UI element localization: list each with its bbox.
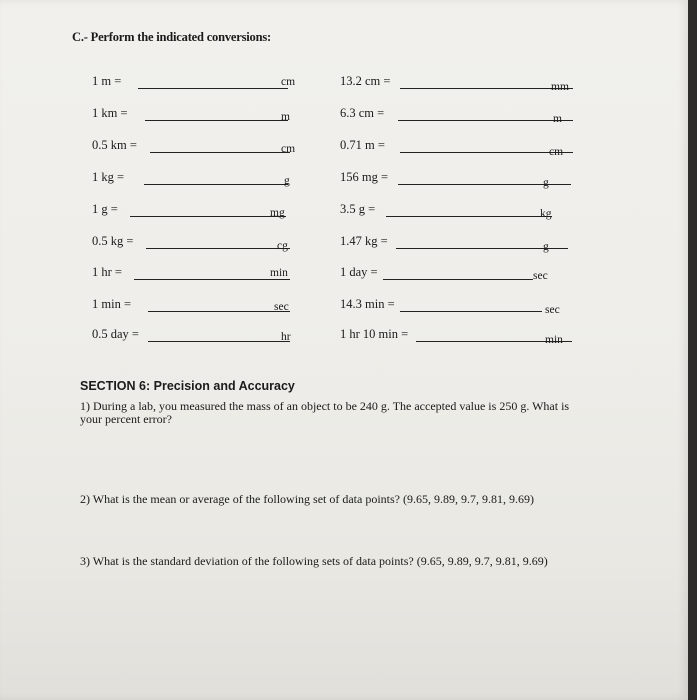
- question-1-line-1: 1) During a lab, you measured the mass of an object to be 240 g. The accepted value is 250 g. What is: [80, 399, 570, 413]
- conversion-prompt: 1 km =: [92, 106, 128, 120]
- conversion-unit: g: [543, 241, 549, 253]
- question-1-line-2: your percent error?: [80, 412, 172, 426]
- conversion-unit: cm: [281, 76, 296, 88]
- answer-blank[interactable]: [383, 279, 533, 280]
- answer-blank[interactable]: [150, 152, 290, 153]
- conversion-unit: sec: [545, 304, 560, 316]
- answer-blank[interactable]: [134, 279, 290, 280]
- answer-blank[interactable]: [138, 88, 288, 89]
- conversion-prompt: 6.3 cm =: [340, 106, 385, 120]
- conversion-prompt: 0.5 day =: [92, 327, 139, 341]
- conversion-row: [0, 297, 688, 317]
- conversion-prompt: 1.47 kg =: [340, 234, 388, 248]
- conversion-prompt: 1 hr 10 min =: [340, 327, 409, 341]
- conversion-unit: sec: [533, 270, 548, 282]
- answer-blank[interactable]: [145, 120, 288, 121]
- conversion-unit: min: [270, 267, 288, 279]
- conversion-unit: sec: [274, 301, 289, 313]
- conversion-unit: kg: [540, 208, 552, 220]
- answer-blank[interactable]: [144, 184, 288, 185]
- answer-blank[interactable]: [130, 216, 286, 217]
- conversion-prompt: 0.5 kg =: [92, 234, 134, 248]
- conversion-prompt: 1 m =: [92, 74, 122, 88]
- conversion-prompt: 1 day =: [340, 265, 378, 279]
- conversion-unit: min: [545, 334, 563, 346]
- conversion-row: [0, 138, 688, 158]
- answer-blank[interactable]: [148, 311, 290, 312]
- conversion-unit: cm: [549, 146, 564, 158]
- conversion-row: [0, 327, 688, 347]
- conversion-prompt: 1 g =: [92, 202, 118, 216]
- conversion-row: [0, 202, 688, 222]
- conversion-prompt: 14.3 min =: [340, 297, 395, 311]
- conversion-prompt: 13.2 cm =: [340, 74, 391, 88]
- answer-blank[interactable]: [146, 248, 290, 249]
- conversion-row: [0, 106, 688, 126]
- answer-blank[interactable]: [400, 311, 542, 312]
- conversion-unit: cg: [277, 240, 288, 252]
- conversion-unit: m: [553, 113, 562, 125]
- conversions-heading: C.- Perform the indicated conversions:: [72, 30, 271, 44]
- answer-blank[interactable]: [148, 341, 290, 342]
- page-edge: [688, 0, 697, 700]
- conversion-row: [0, 234, 688, 254]
- answer-blank[interactable]: [398, 120, 573, 121]
- conversion-unit: mg: [270, 207, 285, 219]
- conversion-unit: g: [543, 177, 549, 189]
- conversion-prompt: 1 kg =: [92, 170, 125, 184]
- conversion-unit: g: [284, 175, 290, 187]
- conversion-prompt: 0.5 km =: [92, 138, 137, 152]
- conversion-unit: m: [281, 111, 290, 123]
- conversion-prompt: 156 mg =: [340, 170, 389, 184]
- answer-blank[interactable]: [400, 152, 573, 153]
- conversion-prompt: 0.71 m =: [340, 138, 385, 152]
- question-2: 2) What is the mean or average of the following set of data points? (9.65, 9.89, 9.7, 9.81, 9.69): [80, 492, 535, 506]
- conversion-prompt: 1 hr =: [92, 265, 122, 279]
- answer-blank[interactable]: [386, 216, 552, 217]
- conversion-prompt: 3.5 g =: [340, 202, 376, 216]
- conversion-row: [0, 265, 688, 285]
- conversion-unit: mm: [551, 81, 569, 93]
- question-3: 3) What is the standard deviation of the following sets of data points? (9.65, 9.89, 9.7, 9.81, 9.69): [80, 554, 548, 568]
- conversion-prompt: 1 min =: [92, 297, 131, 311]
- conversion-row: [0, 74, 688, 94]
- answer-blank[interactable]: [400, 88, 573, 89]
- conversion-row: [0, 170, 688, 190]
- section-6-title: SECTION 6: Precision and Accuracy: [80, 379, 295, 393]
- conversion-unit: cm: [281, 143, 296, 155]
- conversion-unit: hr: [281, 331, 291, 343]
